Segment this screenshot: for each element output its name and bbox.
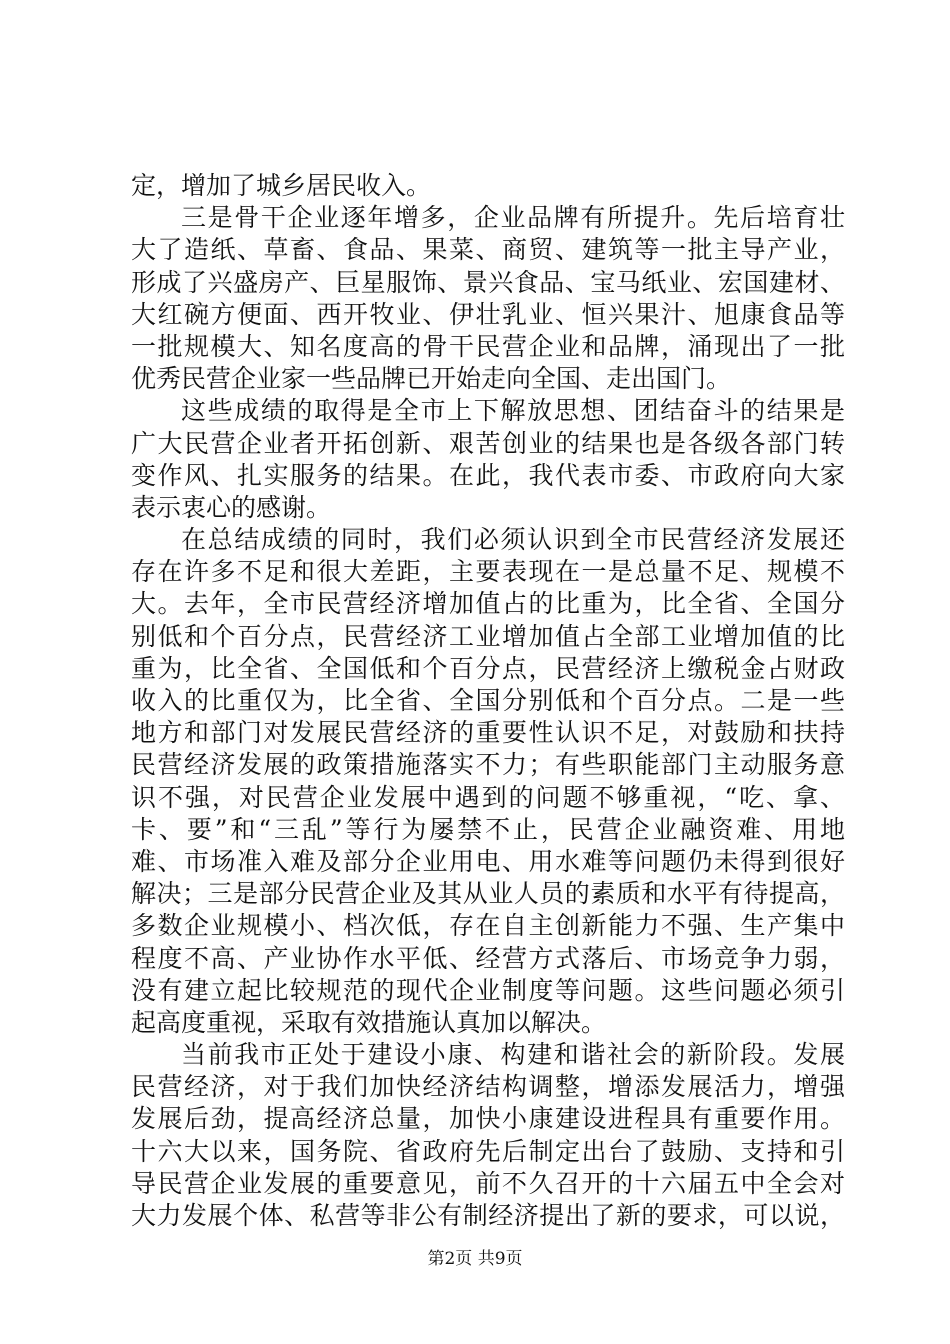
text-line: 当前我市正处于建设小康、构建和谐社会的新阶段。发展	[181, 1040, 845, 1070]
text-line: 识不强，对民营企业发展中遇到的问题不够重视，“吃、拿、	[131, 782, 845, 812]
text-line: 在总结成绩的同时，我们必须认识到全市民营经济发展还	[181, 525, 845, 555]
text-line: 表示衷心的感谢。	[131, 492, 332, 522]
text-line: 大。去年，全市民营经济增加值占的比重为，比全省、全国分	[131, 589, 845, 619]
text-line: 存在许多不足和很大差距，主要表现在一是总量不足、规模不	[131, 557, 845, 587]
document-body	[131, 170, 845, 1232]
text-line: 地方和部门对发展民营经济的重要性认识不足，对鼓励和扶持	[131, 718, 845, 748]
text-line: 多数企业规模小、档次低，存在自主创新能力不强、生产集中	[131, 911, 845, 941]
text-line: 难、市场准入难及部分企业用电、用水难等问题仍未得到很好	[131, 846, 845, 876]
text-line: 收入的比重仅为，比全省、全国分别低和个百分点。二是一些	[131, 686, 845, 715]
text-line: 导民营企业发展的重要意见，前不久召开的十六届五中全会对	[131, 1168, 845, 1198]
page-footer	[0, 1244, 950, 1269]
text-line: 形成了兴盛房产、巨星服饰、景兴食品、宝马纸业、宏国建材、	[131, 267, 845, 297]
text-line: 变作风、扎实服务的结果。在此，我代表市委、市政府向大家	[131, 460, 845, 490]
page-number-label: 第2页 共9页	[427, 1249, 523, 1269]
text-line: 重为，比全省、全国低和个百分点，民营经济上缴税金占财政	[131, 653, 845, 683]
text-line: 民营经济，对于我们加快经济结构调整，增添发展活力，增强	[131, 1072, 845, 1102]
text-line: 大红碗方便面、西开牧业、伊壮乳业、恒兴果汁、旭康食品等	[131, 299, 845, 329]
text-line: 别低和个百分点，民营经济工业增加值占全部工业增加值的比	[131, 621, 845, 651]
text-line: 解决；三是部分民营企业及其从业人员的素质和水平有待提高，	[131, 879, 845, 909]
text-line: 广大民营企业者开拓创新、艰苦创业的结果也是各级各部门转	[131, 428, 845, 458]
text-line: 起高度重视，采取有效措施认真加以解决。	[131, 1007, 607, 1037]
text-line: 大了造纸、草畜、食品、果菜、商贸、建筑等一批主导产业，	[131, 235, 845, 265]
text-line: 优秀民营企业家一些品牌已开始走向全国、走出国门。	[131, 364, 732, 394]
text-line: 定，增加了城乡居民收入。	[131, 171, 432, 200]
text-line: 发展后劲，提高经济总量，加快小康建设进程具有重要作用。	[131, 1104, 845, 1134]
text-line: 大力发展个体、私营等非公有制经济提出了新的要求，可以说，	[131, 1201, 845, 1230]
text-line: 十六大以来，国务院、省政府先后制定出台了鼓励、支持和引	[131, 1136, 845, 1166]
text-line: 民营经济发展的政策措施落实不力；有些职能部门主动服务意	[131, 750, 845, 780]
text-line: 没有建立起比较规范的现代企业制度等问题。这些问题必须引	[131, 975, 845, 1005]
text-line: 卡、要”和“三乱”等行为屡禁不止，民营企业融资难、用地	[131, 814, 845, 844]
text-line: 一批规模大、知名度高的骨干民营企业和品牌，涌现出了一批	[131, 331, 845, 361]
text-line: 程度不高、产业协作水平低、经营方式落后、市场竞争力弱，	[131, 943, 845, 973]
text-line: 这些成绩的取得是全市上下解放思想、团结奋斗的结果是	[181, 396, 845, 426]
text-line: 三是骨干企业逐年增多，企业品牌有所提升。先后培育壮	[181, 203, 845, 233]
